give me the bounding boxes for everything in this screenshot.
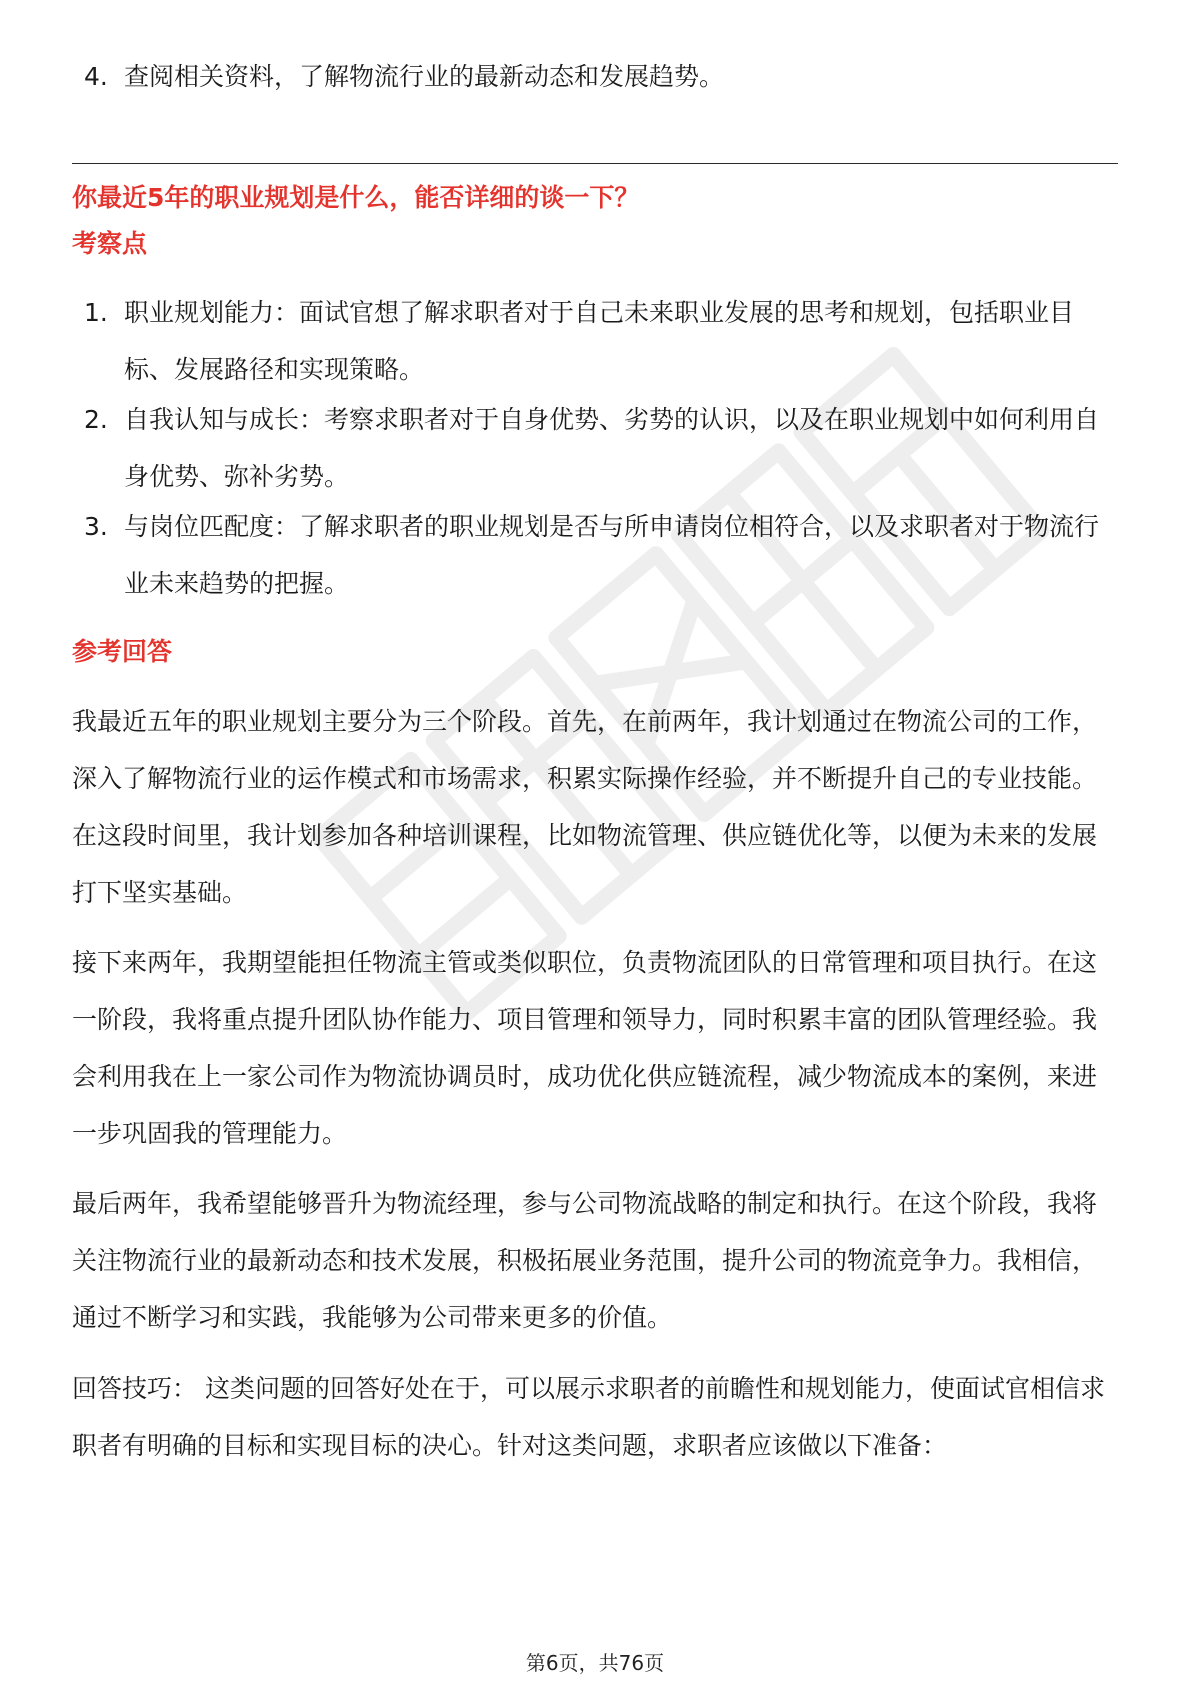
list-number: 2. — [84, 405, 108, 434]
list-text: 职业规划能力：面试官想了解求职者对于自己未来职业发展的思考和规划，包括职业目标、发展路径和实现策略。 — [124, 298, 1075, 384]
focus-item — [72, 284, 1118, 398]
answer-paragraph: 最后两年，我希望能够晋升为物流经理，参与公司物流战略的制定和执行。在这个阶段，我将关注物流行业的最新动态和技术发展，积极拓展业务范围，提升公司的物流竞争力。我相信，通过不断学习和实践，我能够为公司带来更多的价值。 — [72, 1189, 1098, 1332]
answer-heading: 参考回答 — [72, 637, 173, 666]
list-item — [72, 48, 1118, 105]
list-text: 与岗位匹配度：了解求职者的职业规划是否与所申请岗位相符合，以及求职者对于物流行业未来趋势的把握。 — [124, 512, 1100, 598]
section-divider — [72, 163, 1118, 164]
list-text: 自我认知与成长：考察求职者对于自身优势、劣势的认识，以及在职业规划中如何利用自身优势、弥补劣势。 — [124, 405, 1100, 491]
tips-paragraph: 回答技巧： 这类问题的回答好处在于，可以展示求职者的前瞻性和规划能力，使面试官相信求职者有明确的目标和实现目标的决心。针对这类问题，求职者应该做以下准备： — [72, 1374, 1105, 1460]
list-number: 3. — [84, 512, 108, 541]
answer-paragraph: 我最近五年的职业规划主要分为三个阶段。首先，在前两年，我计划通过在物流公司的工作，深入了解物流行业的运作模式和市场需求，积累实际操作经验，并不断提升自己的专业技能。在这段时间里，我计划参加各种培训课程，比如物流管理、供应链优化等，以便为未来的发展打下坚实基础。 — [72, 707, 1098, 907]
answer-paragraph: 接下来两年，我期望能担任物流主管或类似职位，负责物流团队的日常管理和项目执行。在这一阶段，我将重点提升团队协作能力、项目管理和领导力，同时积累丰富的团队管理经验。我会利用我在上一家公司作为物流协调员时，成功优化供应链流程，减少物流成本的案例，来进一步巩固我的管理能力。 — [72, 948, 1098, 1148]
list-number: 1. — [84, 298, 108, 327]
page-number: 第6页，共76页 — [525, 1651, 665, 1675]
focus-heading: 考察点 — [72, 229, 148, 258]
question-title: 你最近5年的职业规划是什么，能否详细的谈一下？ — [72, 183, 640, 212]
focus-item — [72, 498, 1118, 612]
list-text: 查阅相关资料，了解物流行业的最新动态和发展趋势。 — [124, 62, 725, 91]
focus-item — [72, 391, 1118, 505]
list-number: 4. — [84, 62, 108, 91]
